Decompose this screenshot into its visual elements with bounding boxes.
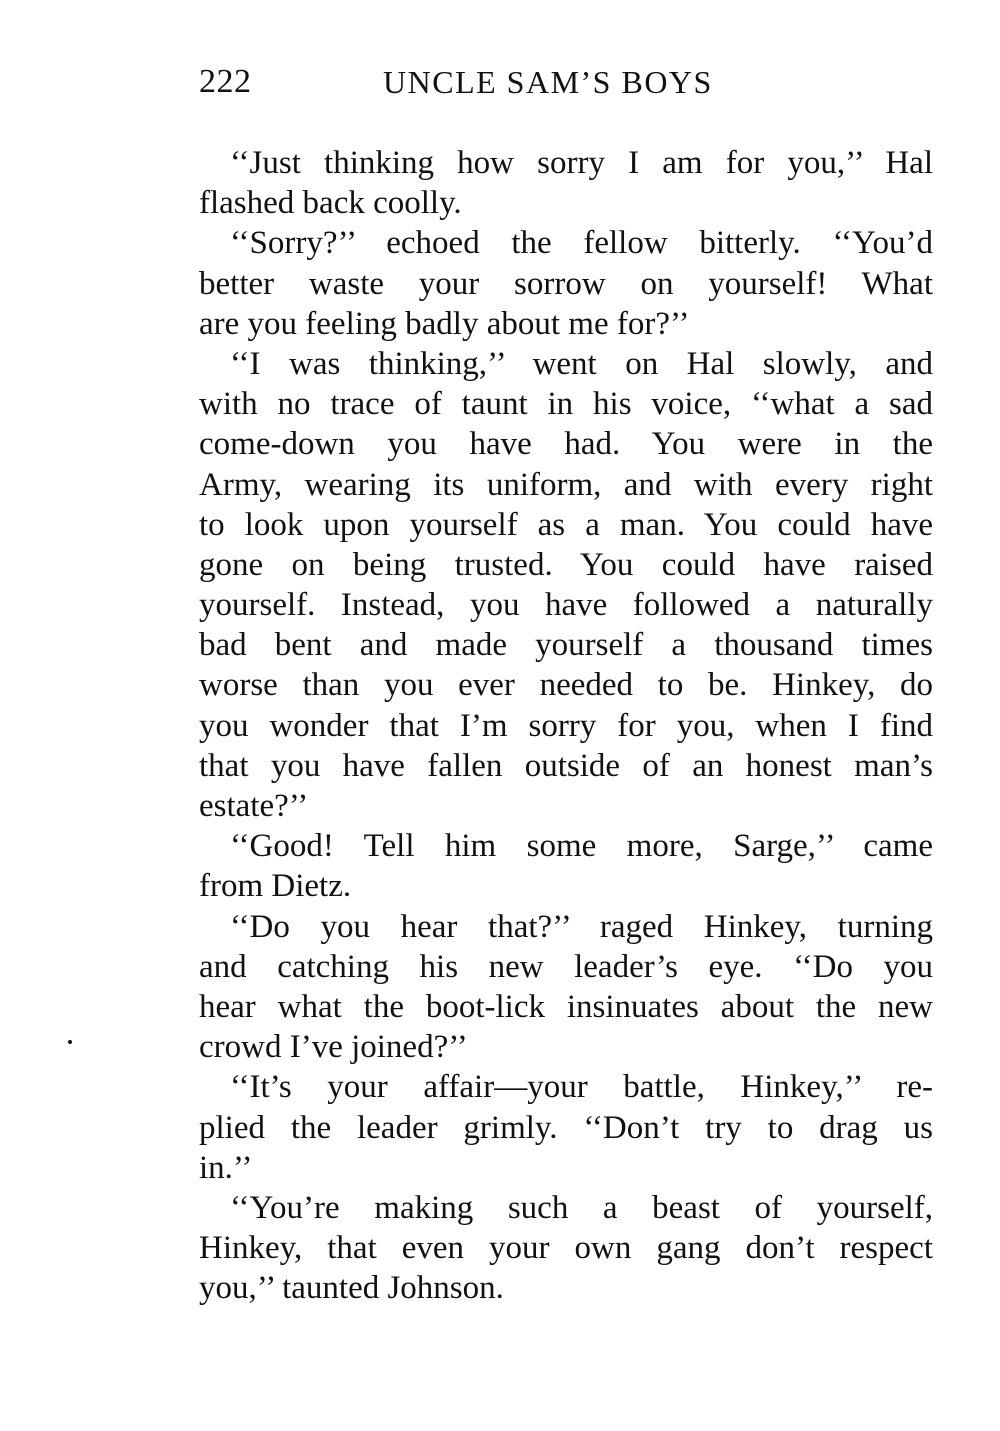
text-line: yourself. Instead, you have followed a naturally (199, 587, 933, 624)
text-line: estate?’’ (199, 788, 309, 824)
text-line: in.’’ (199, 1149, 253, 1186)
stray-ink-dot (68, 1040, 72, 1044)
text-line: come-down you have had. You were in the (199, 426, 933, 463)
text-line: flashed back coolly. (199, 185, 462, 222)
text-line: and catching his new leader’s eye. ‘‘Do you (199, 948, 933, 985)
text-line: you wonder that I’m sorry for you, when I find (199, 707, 933, 744)
text-line: crowd I’ve joined?’’ (199, 1029, 468, 1066)
text-line: bad bent and made yourself a thousand times (199, 627, 933, 664)
text-line: you,’’ taunted Johnson. (199, 1270, 504, 1307)
text-line: Army, wearing its uniform, and with every right (199, 466, 933, 503)
text-line: that you have fallen outside of an honest man’s (199, 747, 933, 784)
text-line: ‘‘You’re making such a beast of yourself, (230, 1189, 933, 1226)
text-line: ‘‘Just thinking how sorry I am for you,’’ Hal (230, 145, 933, 181)
text-line: worse than you ever needed to be. Hinkey, do (199, 667, 933, 704)
text-line: plied the leader grimly. ‘‘Don’t try to drag us (199, 1109, 933, 1146)
page-number: 222 (199, 63, 252, 100)
text-line: to look upon yourself as a man. You could have (199, 506, 933, 543)
text-line: from Dietz. (199, 868, 352, 905)
text-line: gone on being trusted. You could have raised (199, 546, 933, 583)
running-title: UNCLE SAM’S BOYS (383, 64, 713, 100)
text-line: ‘‘Do you hear that?’’ raged Hinkey, turning (230, 908, 933, 945)
text-line: with no trace of taunt in his voice, ‘‘what a sad (199, 386, 933, 423)
text-line: hear what the boot-lick insinuates about the new (199, 988, 933, 1025)
text-line: ‘‘Sorry?’’ echoed the fellow bitterly. ‘‘You’d (230, 225, 933, 262)
body-text (199, 143, 933, 1308)
text-line: ‘‘Good! Tell him some more, Sarge,’’ came (230, 828, 933, 865)
text-line: are you feeling badly about me for?’’ (199, 305, 690, 342)
text-line: ‘‘I was thinking,’’ went on Hal slowly, and (230, 345, 933, 382)
text-line: Hinkey, that even your own gang don’t respect (199, 1230, 933, 1267)
text-line: ‘‘It’s your affair—your battle, Hinkey,’’ re- (230, 1069, 933, 1106)
text-line: better waste your sorrow on yourself! What (199, 265, 933, 302)
